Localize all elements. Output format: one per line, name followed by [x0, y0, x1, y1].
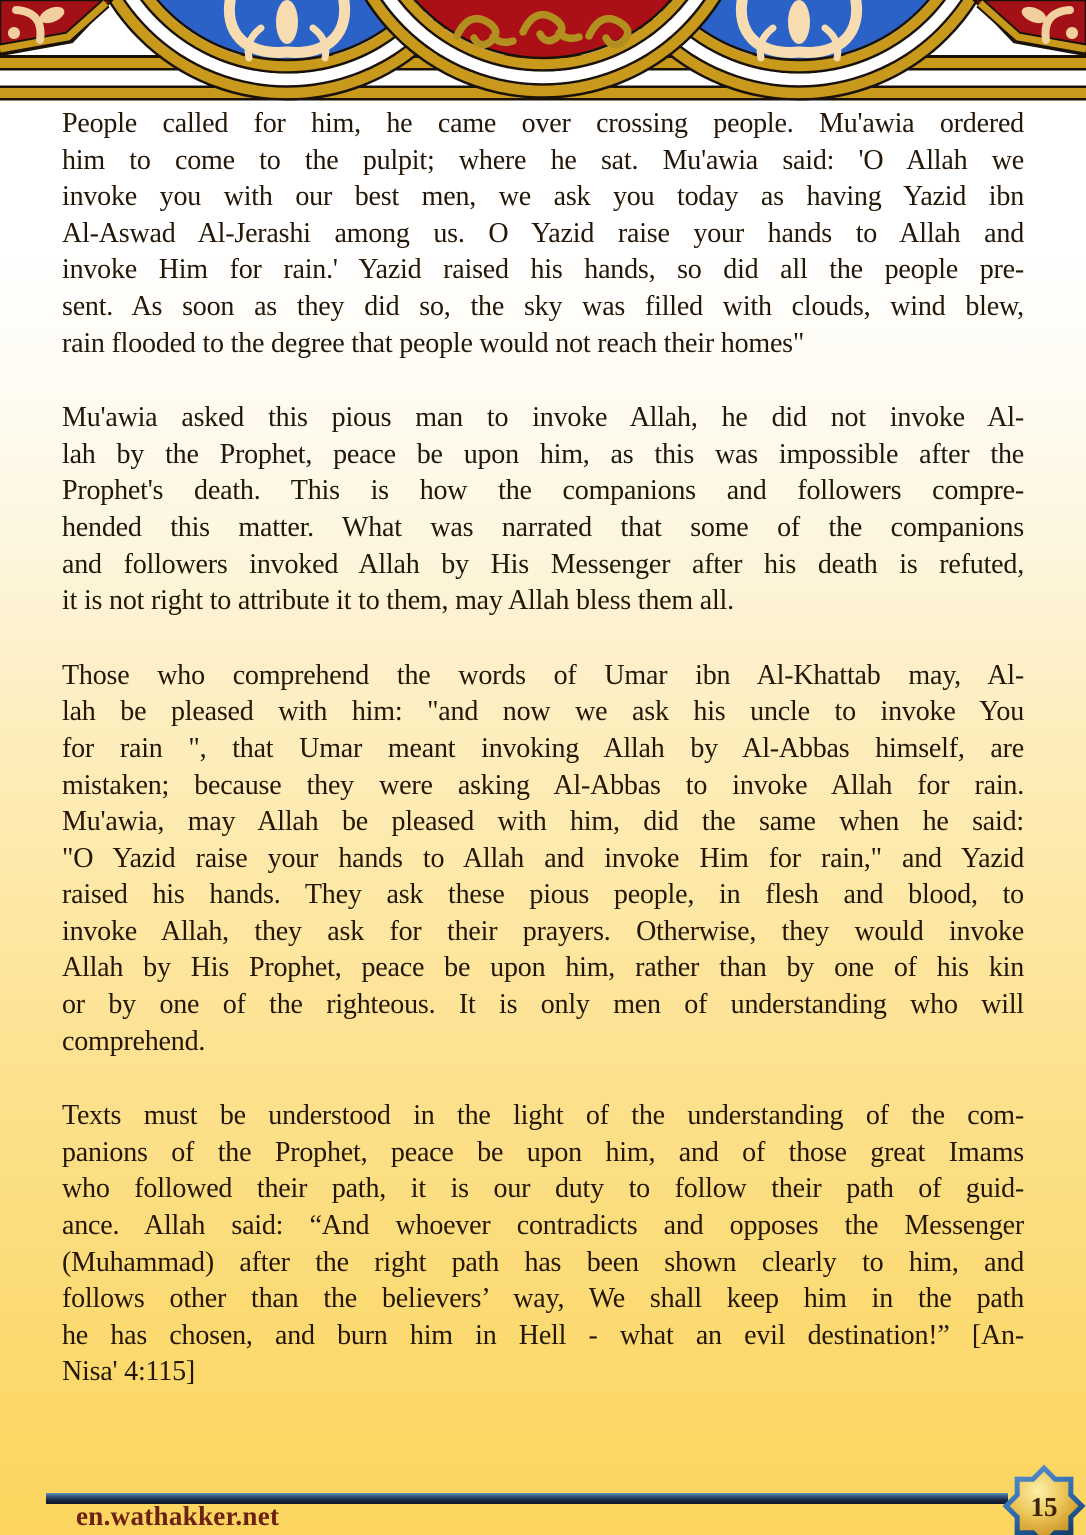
text-line: Allah by His Prophet, peace be upon him, rather than by one of his kin [62, 952, 1024, 984]
text-line: lah be pleased with him: "and now we ask his uncle to invoke You [62, 696, 1024, 728]
text-line: Al-Aswad Al-Jerashi among us. O Yazid raise your hands to Allah and [62, 217, 1024, 249]
body-text [62, 106, 1024, 1429]
text-line: lah by the Prophet, peace be upon him, as this was impossible after the [62, 438, 1024, 470]
text-line: panions of the Prophet, peace be upon him, and of those great Imams [62, 1136, 1024, 1168]
text-line: who followed their path, it is our duty to follow their path of guid- [62, 1173, 1024, 1205]
text-line: it is not right to attribute it to them, may Allah bless them all. [62, 585, 734, 617]
text-line: rain flooded to the degree that people would not reach their homes" [62, 327, 805, 359]
text-line: (Muhammad) after the right path has been shown clearly to him, and [62, 1246, 1024, 1278]
text-line: for rain ", that Umar meant invoking Allah by Al-Abbas himself, are [62, 732, 1024, 764]
text-line: follows other than the believers’ way, We shall keep him in the path [62, 1283, 1024, 1315]
text-line: or by one of the righteous. It is only men of understanding who will [62, 989, 1024, 1021]
text-line: invoke Allah, they ask for their prayers. Otherwise, they would invoke [62, 915, 1024, 947]
page-number: 15 [1030, 1492, 1058, 1522]
text-line: Nisa' 4:115] [62, 1356, 196, 1388]
text-line: People called for him, he came over crossing people. Mu'awia ordered [62, 108, 1024, 139]
paragraph-1 [62, 106, 1024, 362]
text-line: Mu'awia asked this pious man to invoke Allah, he did not invoke Al- [62, 402, 1024, 434]
text-line: invoke you with our best men, we ask you today as having Yazid ibn [62, 181, 1024, 213]
text-line: mistaken; because they were asking Al-Abbas to invoke Allah for rain. [62, 769, 1024, 801]
text-line: Mu'awia, may Allah be pleased with him, did the same when he said: [62, 806, 1024, 838]
text-line: he has chosen, and burn him in Hell - what an evil destination!” [An- [62, 1319, 1024, 1351]
text-line: and followers invoked Allah by His Messenger after his death is refuted, [62, 548, 1024, 580]
text-line: raised his hands. They ask these pious people, in flesh and blood, to [62, 879, 1024, 911]
text-line: comprehend. [62, 1025, 206, 1057]
text-line: Texts must be understood in the light of the understanding of the com- [62, 1100, 1024, 1132]
text-line: ance. Allah said: “And whoever contradicts and opposes the Messenger [62, 1210, 1024, 1242]
page-number-badge [1002, 1464, 1086, 1535]
text-line: hended this matter. What was narrated that some of the companions [62, 511, 1024, 543]
paragraph-4 [62, 1098, 1024, 1391]
paragraph-2 [62, 400, 1024, 620]
paragraph-3 [62, 658, 1024, 1061]
header-ornament [0, 0, 1086, 106]
text-line: sent. As soon as they did so, the sky was filled with clouds, wind blew, [62, 290, 1024, 322]
text-line: Prophet's death. This is how the companions and followers compre- [62, 475, 1024, 507]
text-line: him to come to the pulpit; where he sat. Mu'awia said: 'O Allah we [62, 144, 1024, 176]
text-line: invoke Him for rain.' Yazid raised his hands, so did all the people pre- [62, 254, 1024, 286]
text-line: "O Yazid raise your hands to Allah and invoke Him for rain," and Yazid [62, 842, 1024, 874]
site-url[interactable]: en.wathakker.net [76, 1501, 280, 1531]
text-line: Those who comprehend the words of Umar ibn Al-Khattab may, Al- [62, 659, 1024, 691]
